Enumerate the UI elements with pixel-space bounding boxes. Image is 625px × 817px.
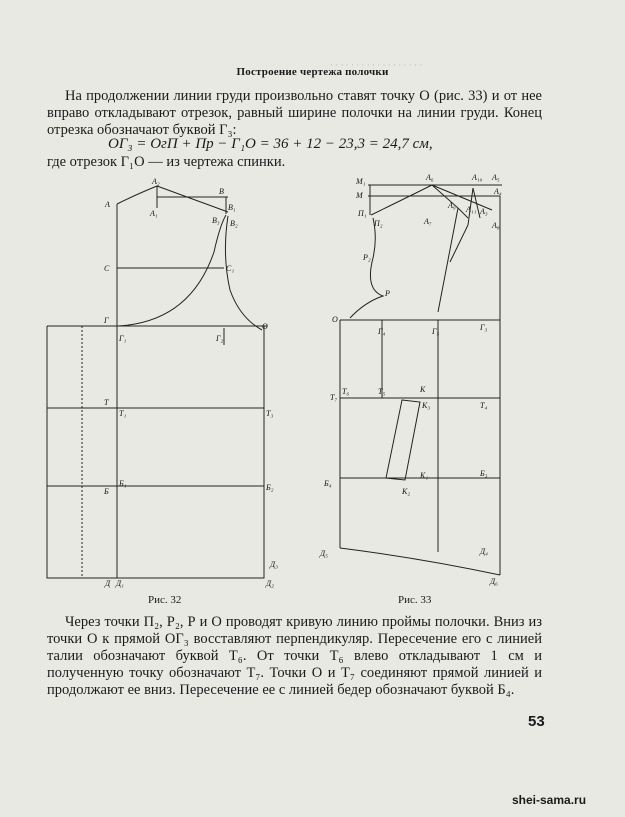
- fig33-label-m1: М₁: [356, 177, 366, 186]
- paragraph-2: Через точки П₂, Р₂, Р и О проводят кривую линию проймы полочки. Вниз из точки О к прямой ОГ₃ восставляют перпендикуляр. Пересечение его с линией талии обозначают буквой Т₆. От точки Т₆ влево откладывают 1 см и полученную точку обозначают Т₇. Точки О и Т₇ соединяют прямой линией и продолжают ее вниз. Пересечение ее с линией бедер обозначают буквой Б₄.: [47, 614, 542, 698]
- fig33-label-a10: А₁₀: [472, 173, 483, 182]
- fig32-label-a1: А₁: [150, 209, 158, 218]
- fig33-label-a4: А₄: [494, 187, 502, 196]
- fig33-label-t5: Т₅: [378, 387, 386, 396]
- fig33-label-d5: Д₅: [320, 549, 328, 558]
- formula-note: где отрезок Г₁О — из чертежа спинки.: [47, 154, 286, 170]
- fig32-label-d3: Д₃: [270, 560, 278, 569]
- fig33-label-d4: Д₄: [480, 547, 488, 556]
- fig32-label-b2: В₂: [230, 219, 238, 228]
- fig33-label-r: Р: [385, 289, 390, 298]
- fig33-label-r2: Р₂: [363, 253, 371, 262]
- fig32-label-t: Т: [104, 398, 109, 407]
- fig33-label-p1: П₁: [358, 209, 367, 218]
- fig32-label-bb2: Б₂: [266, 483, 274, 492]
- fig33-label-b4: Б₄: [324, 479, 332, 488]
- fig33-label-a5: А₅: [492, 173, 500, 182]
- fig33-label-a7: А₇: [424, 217, 432, 226]
- figure-33-caption: Рис. 33: [398, 594, 432, 606]
- fig32-label-d2: Д₂: [266, 579, 274, 588]
- fig32-label-t3: Т₃: [266, 409, 274, 418]
- fig32-label-c1: С₁: [226, 264, 235, 273]
- fig33-label-m: М: [356, 191, 363, 200]
- figure-32-caption: Рис. 32: [148, 594, 182, 606]
- fig32-label-a: А: [105, 200, 110, 209]
- page-number: 53: [528, 713, 545, 730]
- fig33-label-k1: К₁: [420, 471, 429, 480]
- formula: ОГ₃ = ОгП + Пр − Г₁О = 36 + 12 − 23,3 = 24,7 см,: [108, 136, 433, 152]
- watermark: shei-sama.ru: [512, 793, 587, 807]
- fig32-label-g: Г: [104, 316, 109, 325]
- paragraph-1: На продолжении линии груди произвольно ставят точку О (рис. 33) и от нее вправо откладывают отрезок, равный ширине полочки на линии груди. Конец отрезка обозначают буквой Г₃:: [47, 88, 542, 138]
- fig32-label-b: В: [219, 187, 224, 196]
- fig33-label-b3: Б₃: [480, 469, 488, 478]
- fig33-label-a11: А₁₁: [466, 205, 477, 214]
- fig32-label-bb: Б: [104, 487, 109, 496]
- figure-33-labels: [319, 173, 502, 586]
- figure-33-drawing: [340, 185, 502, 575]
- fig33-label-a6: А₆: [426, 173, 434, 182]
- fig33-label-t7: Т₇: [330, 393, 338, 402]
- figure-32-drawing: [47, 186, 267, 578]
- fig33-label-g3: Г₃: [480, 323, 488, 332]
- fig32-label-g1: Г₁: [119, 334, 127, 343]
- fig32-label-t1: Т₁: [119, 409, 127, 418]
- fig32-label-o: О: [262, 322, 268, 331]
- fig32-label-bb1: Б₁: [119, 479, 127, 488]
- fig33-label-g4: Г₄: [378, 327, 386, 336]
- fig33-label-p2: П₂: [374, 219, 383, 228]
- fig33-label-k3: К₃: [422, 401, 431, 410]
- fig33-label-t6: Т₆: [342, 387, 350, 396]
- fig32-label-a2: А₂: [152, 177, 160, 186]
- fig33-label-t4: Т₄: [480, 401, 488, 410]
- section-header: Построение чертежа полочки: [236, 66, 389, 78]
- fig33-label-a8: А₈: [492, 221, 500, 230]
- fig32-label-c: С: [104, 264, 110, 273]
- fig33-label-d6: Д₆: [490, 577, 498, 586]
- fig32-label-d1: Д₁: [116, 579, 124, 588]
- fig33-label-o: О: [332, 315, 338, 324]
- fig33-label-k2: К₂: [402, 487, 411, 496]
- bleed-through-text: · · · · · · · · · · · · · · · · · ·: [330, 60, 423, 70]
- fig32-label-b1: В₁: [228, 203, 236, 212]
- fig32-label-b3: В₃: [212, 216, 220, 225]
- figure-32-labels: [103, 177, 278, 588]
- fig32-label-d: Д: [105, 579, 111, 588]
- fig33-label-a3: А₃: [480, 207, 488, 216]
- fig33-label-g5: Г₅: [432, 327, 440, 336]
- fig33-label-k: К: [420, 385, 426, 394]
- fig32-label-g2: Г₂: [216, 334, 224, 343]
- fig33-label-a9: А₉: [448, 201, 456, 210]
